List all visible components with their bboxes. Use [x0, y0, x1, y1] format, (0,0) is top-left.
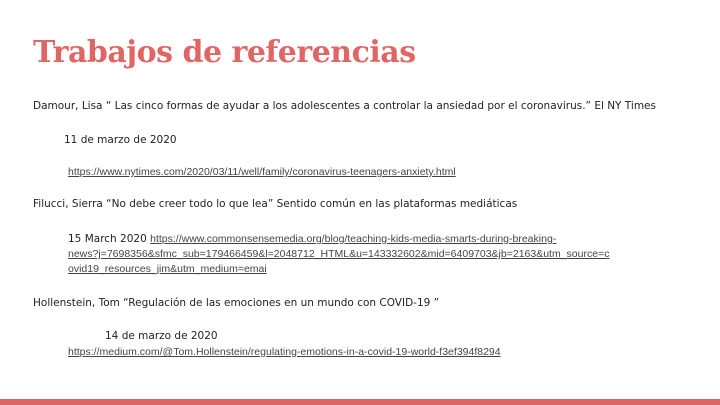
slide-title: Trabajos de referencias: [33, 35, 416, 70]
reference-2-link-cont[interactable]: news?j=7698356&sfmc_sub=179466459&l=2048712_HTML&u=143332602&mid=6409703&jb=2163&utm_source=c: [68, 248, 610, 260]
reference-2-link-end[interactable]: ovid19_resources_jim&utm_medium=emai: [68, 263, 267, 275]
reference-1-citation: Damour, Lisa “ Las cinco formas de ayudar a los adolescentes a controlar la ansiedad por el coronavirus.” El NY Times: [33, 100, 656, 112]
reference-3-link[interactable]: https://medium.com/@Tom.Hollenstein/regulating-emotions-in-a-covid-19-world-f3ef394f8294: [68, 346, 501, 358]
reference-2-source: [68, 232, 688, 277]
accent-bar: [0, 399, 720, 405]
reference-3-date: 14 de marzo de 2020: [105, 330, 218, 342]
reference-1-link[interactable]: https://www.nytimes.com/2020/03/11/well/family/coronavirus-teenagers-anxiety.html: [68, 166, 456, 178]
reference-2-link[interactable]: https://www.commonsensemedia.org/blog/teaching-kids-media-smarts-during-breaking-: [150, 233, 557, 245]
reference-3-citation: Hollenstein, Tom “Regulación de las emociones en un mundo con COVID-19 ”: [33, 297, 440, 309]
reference-2-citation: Filucci, Sierra “No debe creer todo lo que lea” Sentido común en las plataformas mediáticas: [33, 198, 518, 210]
reference-1-date: 11 de marzo de 2020: [64, 134, 177, 146]
reference-2-date: 15 March 2020: [68, 233, 147, 245]
